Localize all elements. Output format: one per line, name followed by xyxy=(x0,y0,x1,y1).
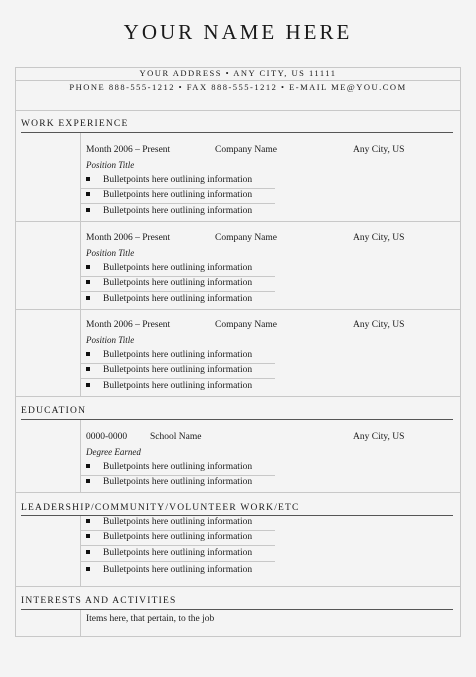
bullet-square-icon xyxy=(86,280,90,284)
leadership-section-title: LEADERSHIP/COMMUNITY/VOLUNTEER WORK/ETC xyxy=(21,503,300,513)
row-rule xyxy=(80,363,275,364)
bullet-square-icon xyxy=(86,534,90,538)
job-position: Position Title xyxy=(86,160,135,170)
job-bullet: Bulletpoints here outlining information xyxy=(86,381,252,391)
bullet-square-icon xyxy=(86,367,90,371)
section-divider xyxy=(15,586,461,587)
row-rule xyxy=(80,276,275,277)
job-divider xyxy=(15,309,461,310)
row-rule xyxy=(80,530,275,531)
job-dates: Month 2006 – Present xyxy=(86,145,171,155)
job-position: Position Title xyxy=(86,248,135,258)
section-divider xyxy=(15,396,461,397)
job-bullet: Bulletpoints here outlining information xyxy=(86,263,252,273)
bullet-square-icon xyxy=(86,352,90,356)
education-dates: 0000-0000 xyxy=(86,432,128,442)
education-column-divider xyxy=(80,420,81,492)
address-line: YOUR ADDRESS • ANY CITY, US 11111 xyxy=(139,68,337,78)
education-section-title: EDUCATION xyxy=(21,406,87,416)
job-bullet: Bulletpoints here outlining information xyxy=(86,190,252,200)
row-rule xyxy=(80,188,275,189)
leadership-bullet: Bulletpoints here outlining information xyxy=(86,548,252,558)
job-company: Company Name xyxy=(215,233,278,243)
leadership-bullet: Bulletpoints here outlining information xyxy=(86,565,252,575)
bullet-square-icon xyxy=(86,265,90,269)
interests-column-divider xyxy=(80,610,81,636)
leadership-bullet: Bulletpoints here outlining information xyxy=(86,517,252,527)
job-company: Company Name xyxy=(215,145,278,155)
row-rule xyxy=(80,291,275,292)
interests-section-title: INTERESTS AND ACTIVITIES xyxy=(21,596,177,606)
job-bullet: Bulletpoints here outlining information xyxy=(86,175,252,185)
bullet-square-icon xyxy=(86,296,90,300)
job-dates: Month 2006 – Present xyxy=(86,233,171,243)
job-location: Any City, US xyxy=(353,320,405,330)
job-dates: Month 2006 – Present xyxy=(86,320,171,330)
bullet-square-icon xyxy=(86,383,90,387)
job-bullet: Bulletpoints here outlining information xyxy=(86,278,252,288)
row-rule xyxy=(80,561,275,562)
education-school: School Name xyxy=(150,432,202,442)
resume-name: YOUR NAME HERE xyxy=(123,20,353,44)
bullet-square-icon xyxy=(86,208,90,212)
education-location: Any City, US xyxy=(353,432,405,442)
bullet-square-icon xyxy=(86,479,90,483)
work-section-rule xyxy=(21,132,453,133)
leadership-section-rule xyxy=(21,515,453,516)
education-bullet: Bulletpoints here outlining information xyxy=(86,462,252,472)
leadership-column-divider xyxy=(80,516,81,586)
job-divider xyxy=(15,221,461,222)
education-degree: Degree Earned xyxy=(86,447,141,457)
work-section-title: WORK EXPERIENCE xyxy=(21,119,129,129)
bullet-square-icon xyxy=(86,567,90,571)
contact-divider xyxy=(15,80,461,81)
section-divider xyxy=(15,492,461,493)
bullet-square-icon xyxy=(86,192,90,196)
interests-section-rule xyxy=(21,609,453,610)
header-divider xyxy=(15,110,461,111)
bullet-square-icon xyxy=(86,177,90,181)
education-bullet: Bulletpoints here outlining information xyxy=(86,477,252,487)
interests-text: Items here, that pertain, to the job xyxy=(86,614,215,624)
row-rule xyxy=(80,545,275,546)
contact-line: PHONE 888-555-1212 • FAX 888-555-1212 • E-MAIL ME@YOU.COM xyxy=(69,82,407,92)
row-rule xyxy=(80,378,275,379)
education-section-rule xyxy=(21,419,453,420)
job-bullet: Bulletpoints here outlining information xyxy=(86,365,252,375)
bullet-square-icon xyxy=(86,550,90,554)
leadership-bullet: Bulletpoints here outlining information xyxy=(86,532,252,542)
work-column-divider xyxy=(80,133,81,396)
bullet-square-icon xyxy=(86,519,90,523)
job-bullet: Bulletpoints here outlining information xyxy=(86,350,252,360)
job-location: Any City, US xyxy=(353,233,405,243)
row-rule xyxy=(80,475,275,476)
row-rule xyxy=(80,203,275,204)
bullet-square-icon xyxy=(86,464,90,468)
job-bullet: Bulletpoints here outlining information xyxy=(86,294,252,304)
job-bullet: Bulletpoints here outlining information xyxy=(86,206,252,216)
job-location: Any City, US xyxy=(353,145,405,155)
job-position: Position Title xyxy=(86,335,135,345)
job-company: Company Name xyxy=(215,320,278,330)
